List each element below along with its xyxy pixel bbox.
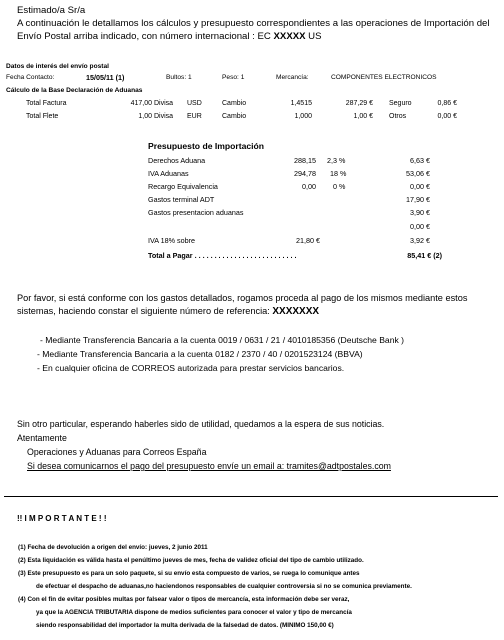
payment-line-2-text: sistemas, haciendo constar el siguiente número de referencia:	[17, 306, 273, 316]
note-3: (3) Este presupuesto es para un solo paquete, si su envío esta compuesto de varios, se ruega lo comunique antes	[18, 570, 360, 577]
calc-euros: 287,29 €	[345, 100, 373, 107]
calc-extra-label: Otros	[389, 113, 407, 120]
budget-value: 17,90 €	[406, 195, 430, 204]
calc-divisa: Divisa	[154, 100, 174, 107]
calc-euros: 1,00 €	[353, 113, 373, 120]
closing-email-notice[interactable]: Si desea comunicarnos el pago del presupuesto envíe un email a: tramites@adtpostales.com	[27, 461, 391, 471]
budget-total-label: Total a Pagar . . . . . . . . . . . . . . . . . . . . . . . . . .	[148, 251, 297, 260]
budget-label: IVA 18% sobre	[148, 236, 196, 245]
budget-label: Derechos Aduana	[148, 156, 206, 165]
calc-cambio: Cambio	[222, 100, 247, 107]
intro-text: Envío Postal arriba indicado, con número internacional : EC	[17, 31, 274, 42]
payment-method-deutsche-bank: - Mediante Transferencia Bancaria a la cuenta 0019 / 0631 / 21 / 4010185356 (Deutsche Bank )	[40, 335, 405, 345]
intro-line-2	[17, 30, 322, 43]
calc-rate: 1,000	[294, 113, 312, 120]
note-4-cont-2: siendo responsabilidad del importador la multa derivada de la falsedad de datos. (MINIMO 150,00 €)	[36, 622, 334, 629]
budget-pct: 18 %	[330, 169, 347, 178]
budget-title: Presupuesto de Importación	[148, 141, 265, 151]
calc-extra-value: 0,00 €	[437, 113, 457, 120]
note-4-cont-1: ya que la AGENCIA TRIBUTARIA dispone de medios suficientes para conocer el valor y tipo de mercancía	[36, 609, 352, 616]
budget-label: Gastos presentacion aduanas	[148, 208, 244, 217]
note-4: (4) Con el fin de evitar posibles multas por falsear valor o tipos de mercancía, esta información debe ser veraz,	[18, 596, 350, 603]
note-2: (2) Esta liquidación es válida hasta el penúltimo jueves de mes, fecha de validez oficial del tipo de cambio utilizado.	[18, 557, 364, 564]
budget-value: 6,63 €	[410, 156, 430, 165]
intro-code: XXXXX	[273, 31, 306, 42]
important-title: !! I M P O R T A N T E ! !	[17, 514, 107, 523]
budget-pct: 2,3 %	[327, 156, 346, 165]
closing-signoff: Atentamente	[17, 433, 67, 443]
calc-rate: 1,4515	[290, 100, 312, 107]
calc-extra-value: 0,86 €	[437, 100, 457, 107]
budget-base: 288,15	[294, 156, 316, 165]
fecha-value: 15/05/11 (1)	[86, 73, 125, 82]
calc-section-title: Cálculo de la Base Declaración de Aduanas	[6, 87, 143, 94]
calc-currency: EUR	[187, 113, 202, 120]
fecha-label: Fecha Contacto:	[6, 74, 55, 81]
budget-base: 294,78	[294, 169, 316, 178]
budget-value: 3,90 €	[410, 208, 430, 217]
payment-reference: XXXXXXX	[272, 306, 320, 317]
postal-section-title: Datos de interés del envío postal	[6, 63, 109, 70]
budget-label: Gastos terminal ADT	[148, 195, 215, 204]
budget-value: 53,06 €	[406, 169, 430, 178]
payment-line-1: Por favor, si está conforme con los gastos detallados, rogamos proceda al pago de los mismos mediante estos	[17, 293, 468, 303]
bultos: Bultos: 1	[166, 74, 192, 81]
budget-value: 0,00 €	[410, 182, 430, 191]
note-3-cont: de efectuar el despacho de aduanas,no haciendonos responsables de cualquier controversia si no se comunica previamente.	[36, 583, 412, 590]
calc-amount: 1,00	[138, 113, 152, 120]
closing-company: Operaciones y Aduanas para Correos España	[27, 447, 207, 457]
calc-cambio: Cambio	[222, 113, 247, 120]
calc-currency: USD	[187, 100, 202, 107]
budget-base: 0,00	[302, 182, 316, 191]
budget-label: IVA Aduanas	[148, 169, 189, 178]
calc-label: Total Flete	[26, 113, 59, 120]
payment-method-bbva: - Mediante Transferencia Bancaria a la cuenta 0182 / 2370 / 40 / 0201523124 (BBVA)	[37, 349, 363, 359]
payment-line-2	[17, 305, 319, 318]
budget-label: Recargo Equivalencia	[148, 182, 218, 191]
calc-extra-label: Seguro	[389, 100, 412, 107]
budget-value: 0,00 €	[410, 222, 430, 231]
mercancia-value: COMPONENTES ELECTRONICOS	[331, 74, 437, 81]
calc-label: Total Factura	[26, 100, 67, 107]
calc-amount: 417,00	[130, 100, 152, 107]
greeting: Estimado/a Sr/a	[17, 5, 86, 16]
divider	[4, 496, 498, 497]
budget-total-value: 85,41 € (2)	[407, 251, 442, 260]
intro-line-1: A continuación le detallamos los cálculos y presupuesto correspondientes a las operaciones de Importación del	[17, 18, 490, 29]
peso: Peso: 1	[222, 74, 245, 81]
payment-method-correos: - En cualquier oficina de CORREOS autorizada para prestar servicios bancarios.	[37, 363, 345, 373]
intro-suffix: US	[305, 31, 322, 42]
mercancia-label: Mercancía:	[276, 74, 309, 81]
note-1: (1) Fecha de devolución a origen del envío: jueves, 2 junio 2011	[18, 544, 208, 551]
budget-pct: 0 %	[333, 182, 346, 191]
budget-value: 3,92 €	[410, 236, 430, 245]
budget-base: 21,80 €	[296, 236, 320, 245]
calc-divisa: Divisa	[154, 113, 174, 120]
closing-line-1: Sin otro particular, esperando haberles sido de utilidad, quedamos a la espera de sus noticias.	[17, 419, 385, 429]
